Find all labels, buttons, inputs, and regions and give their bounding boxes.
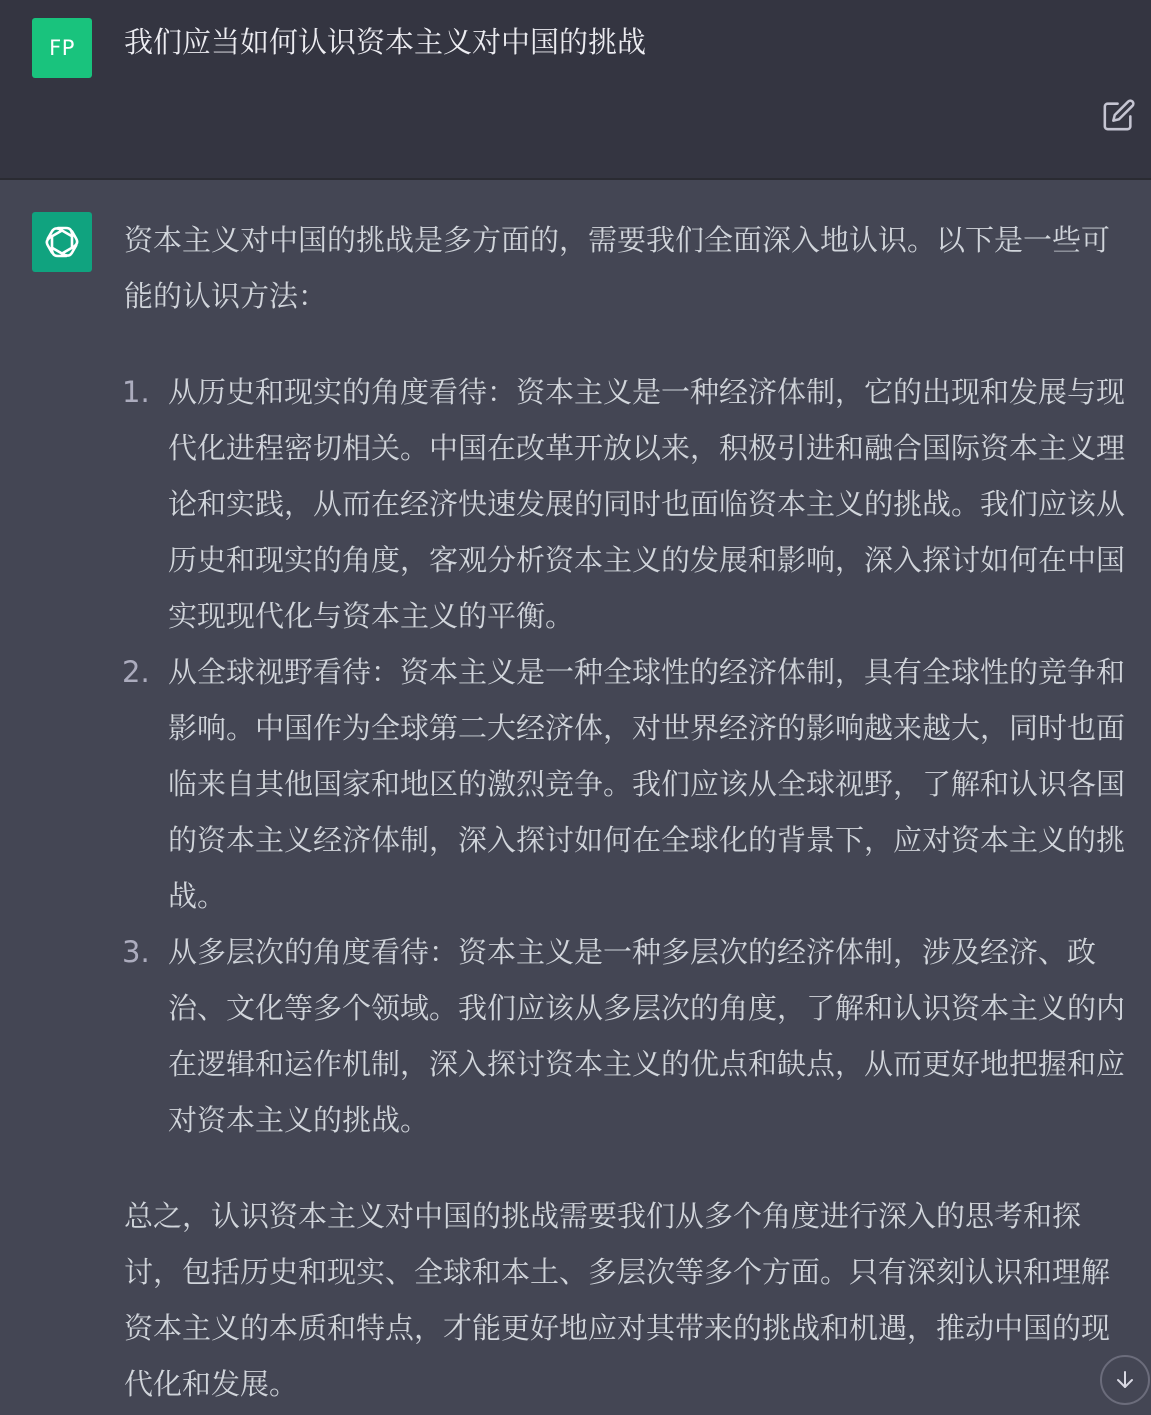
edit-icon[interactable] (1102, 98, 1136, 132)
assistant-conclusion: 总之，认识资本主义对中国的挑战需要我们从多个角度进行深入的思考和探讨，包括历史和现实、全球和本土、多层次等多个方面。只有深刻认识和理解资本主义的本质和特点，才能更好地应对其带来的挑战和机遇，推动中国的现代化和发展。 (124, 1199, 1111, 1401)
user-avatar-initials: FP (49, 36, 75, 60)
assistant-message-content (124, 212, 1130, 1412)
method-list (124, 364, 1130, 1148)
user-message-text: 我们应当如何认识资本主义对中国的挑战 (124, 25, 647, 59)
scroll-to-bottom-button[interactable] (1100, 1355, 1150, 1405)
assistant-avatar (32, 212, 92, 272)
list-item-text: 从全球视野看待：资本主义是一种全球性的经济体制，具有全球性的竞争和影响。中国作为全球第二大经济体，对世界经济的影响越来越大，同时也面临来自其他国家和地区的激烈竞争。我们应该从全球视野，了解和认识各国的资本主义经济体制，深入探讨如何在全球化的背景下，应对资本主义的挑战。 (168, 655, 1126, 913)
list-item (124, 364, 1130, 644)
list-item-text: 从历史和现实的角度看待：资本主义是一种经济体制，它的出现和发展与现代化进程密切相关。中国在改革开放以来，积极引进和融合国际资本主义理论和实践，从而在经济快速发展的同时也面临资本主义的挑战。我们应该从历史和现实的角度，客观分析资本主义的发展和影响，深入探讨如何在中国实现现代化与资本主义的平衡。 (168, 375, 1126, 633)
assistant-intro: 资本主义对中国的挑战是多方面的，需要我们全面深入地认识。以下是一些可能的认识方法： (124, 223, 1111, 313)
user-message-row (0, 0, 1151, 180)
list-item-number: 1. (122, 375, 150, 409)
arrow-down-icon (1113, 1368, 1137, 1392)
list-item (124, 644, 1130, 924)
assistant-message-row (0, 180, 1151, 1415)
list-item-number: 2. (122, 655, 150, 689)
list-item-text: 从多层次的角度看待：资本主义是一种多层次的经济体制，涉及经济、政治、文化等多个领域。我们应该从多层次的角度，了解和认识资本主义的内在逻辑和运作机制，深入探讨资本主义的优点和缺点，从而更好地把握和应对资本主义的挑战。 (168, 935, 1126, 1137)
openai-logo-icon (41, 221, 83, 263)
list-item-number: 3. (122, 935, 150, 969)
list-item (124, 924, 1130, 1148)
user-avatar (32, 18, 92, 78)
